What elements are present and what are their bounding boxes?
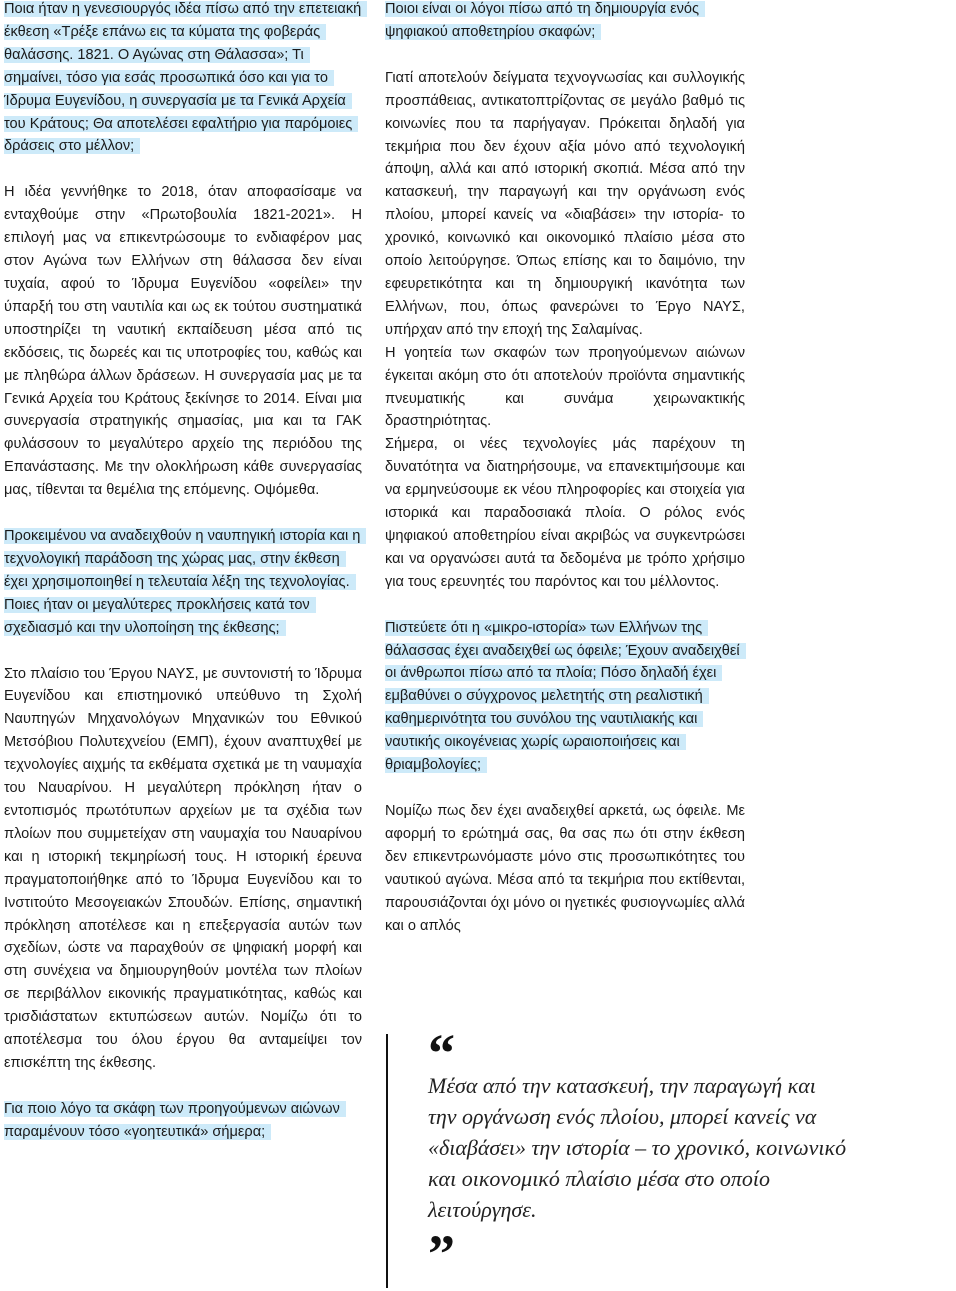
left-column — [4, 0, 362, 1144]
right-column — [385, 0, 745, 937]
pull-quote-text: Μέσα από την κατασκευή, την παραγωγή και την οργάνωση ενός πλοίου, μπορεί κανείς να «διαβάσει» την ιστορία – το χρονικό, κοινωνικό και οικονομικό πλαίσιο μέσα στο οποίο λειτούργησε. — [428, 1073, 847, 1222]
question-highlight: Για ποιο λόγο τα σκάφη των προηγούμενων αιώνων παραμένουν τόσο «γοητευτικά» σήμερα; — [4, 1101, 346, 1140]
interview-question — [4, 525, 362, 640]
pull-quote-rule — [386, 1034, 388, 1288]
question-highlight: Ποια ήταν η γενεσιουργός ιδέα πίσω από την επετειακή έκθεση «Τρέξε επάνω εις τα κύματα της φοβεράς θαλάσσης. 1821. Ο Αγώνας στη Θάλασσα»; Τι σημαίνει, τόσο για εσάς προσωπικά όσο και για το Ίδρυμα Ευγενίδου, η συνεργασία με τα Γενικά Αρχεία του Κράτους; Θα αποτελέσει εφαλτήριο για παρόμοιες δράσεις στο μέλλον; — [4, 1, 367, 154]
interview-question — [4, 0, 362, 158]
interview-answer: Η γοητεία των σκαφών των προηγούμενων αιώνων έγκειται ακόμη στο ότι αποτελούν προϊόντα σημαντικής πνευματικής και συνάμα χειρωνακτικής δραστηριότητας. — [385, 344, 745, 430]
interview-answer: Στο πλαίσιο του Έργου ΝΑΥΣ, με συντονιστή το Ίδρυμα Ευγενίδου και επιστημονικό υπεύθυνο τη Σχολή Ναυπηγών Μηχανολόγων Μηχανικών του Εθνικού Μετσόβιου Πολυτεχνείου (ΕΜΠ), έχουν αναπτυχθεί με τεχνολογίες αιχμής τα εκθέματα σχετικά με τη ναυμαχία του Ναυαρίνου. Η μεγαλύτερη πρόκληση ήταν ο εντοπισμός πρωτότυπων αρχείων με τα σχέδια των πλοίων που συμμετείχαν στη ναυμαχία του Ναυαρίνου και η ιστορική τεκμηρίωσή τους. Η ιστορική έρευνα πραγματοποιήθηκε από το Ίδρυμα Ευγενίδου και το Ινστιτούτο Μεσογειακών Σπουδών. Επίσης, σημαντική πρόκληση αποτέλεσε και η επεξεργασία αυτών των σχεδίων, ώστε να παραχθούν σε ψηφιακή μορφή και στη συνέχεια να δημιουργηθούν μοντέλα των πλοίων σε περιβάλλον εικονικής πραγματικότητας, καθώς και τρισδιάστατων εκτυπώσεων αυτών. Νομίζω ότι το αποτέλεσμα του όλου έργου θα ανταμείψει τον επισκέπτη της έκθεσης. — [4, 665, 362, 1071]
interview-answer: Η ιδέα γεννήθηκε το 2018, όταν αποφασίσαμε να ενταχθούμε στην «Πρωτοβουλία 1821-2021». Η επιλογή μας να επικεντρώσουμε το ενδιαφέρον μας στον Αγώνα των Ελλήνων στη θάλασσα δεν είναι τυχαία, αφού το Ίδρυμα Ευγενίδου «οφείλει» την ύπαρξή του στη ναυτιλία και ως εκ τούτου συστηματικά υποστηρίζει τη ναυτική εκπαίδευση μέσα από τις εκδόσεις, τις δωρεές και τις υποτροφίες του, καθώς και με πληθώρα άλλων δράσεων. Η συνεργασία μας με τα Γενικά Αρχεία του Κράτους ξεκίνησε το 2014. Είναι μια συνεργασία στρατηγικής σημασίας, μια και τα ΓΑΚ φυλάσσουν το μεγαλύτερο αρχείο της περιόδου της Επανάστασης. Με την ολοκλήρωση κάθε συνεργασίας μας, τίθενται τα θεμέλια της επόμενης. Οψόμεθα. — [4, 184, 362, 499]
question-highlight: Προκειμένου να αναδειχθούν η ναυπηγική ιστορία και η τεχνολογική παράδοση της χώρας μας, στην έκθεση έχει χρησιμοποιηθεί η τελευταία λέξη της τεχνολογίας. Ποιες ήταν οι μεγαλύτερες προκλήσεις κατά τον σχεδιασμό και την υλοποίηση της έκθεσης; — [4, 528, 366, 636]
interview-answer: Νομίζω πως δεν έχει αναδειχθεί αρκετά, ως όφειλε. Με αφορμή το ερώτημά σας, θα σας πω ότι στην έκθεση δεν επικεντρωνόμαστε μόνο στις προσωπικότητες του ναυτικού αγώνα. Μέσα από τα τεκμήρια που εκτίθενται, παρουσιάζονται όχι μόνο οι ηγετικές φυσιογνωμίες αλλά και ο απλός — [385, 803, 745, 934]
interview-question — [4, 1098, 362, 1144]
close-quote-mark-icon: ” — [428, 1224, 455, 1284]
question-highlight: Ποιοι είναι οι λόγοι πίσω από τη δημιουργία ενός ψηφιακού αποθετηρίου σκαφών; — [385, 1, 705, 40]
open-quote-mark-icon: “ — [428, 1023, 455, 1083]
interview-question — [385, 0, 745, 44]
interview-question — [385, 617, 745, 777]
interview-answer: Γιατί αποτελούν δείγματα τεχνογνωσίας και συλλογικής προσπάθειας, αντικατοπτρίζοντας σε μεγάλο βαθμό τις κοινωνίες που τα παρήγαγαν. Πρόκειται δηλαδή για τεκμήρια που δεν έχουν αξία μόνο από τεχνολογική άποψη, αλλά και από ιστορική σκοπιά. Μέσα από την κατασκευή, την παραγωγή και την οργάνωση ενός πλοίου, μπορεί κανείς να «διαβάσει» την ιστορία- το χρονικό, κοινωνικό και οικονομικό πλαίσιο μέσα στο οποίο λειτούργησε. Όπως επίσης και το δαιμόνιο, την εφευρετικότητα και τη δημιουργική ικανότητα των Ελλήνων, που, όπως φανερώνει το Έργο ΝΑΥΣ, υπήρχαν από την εποχή της Σαλαμίνας. — [385, 69, 745, 338]
pull-quote-block — [428, 1023, 848, 1284]
interview-answer: Σήμερα, οι νέες τεχνολογίες μάς παρέχουν τη δυνατότητα να διατηρήσουμε, να επανεκτιμήσουμε και να ερμηνεύσουμε εκ νέου πληροφορίες και στοιχεία για ιστορικά και παραδοσιακά πλοία. Ο ρόλος ενός ψηφιακού αποθετηρίου είναι ακριβώς να συγκεντρώσει και να οργανώσει αυτά τα δεδομένα με τρόπο χρήσιμο για τους ερευνητές του παρόντος και του μέλλοντος. — [385, 436, 745, 590]
question-highlight: Πιστεύετε ότι η «μικρο-ιστορία» των Ελλήνων της θάλασσας έχει αναδειχθεί ως όφειλε; Έχουν αναδειχθεί οι άνθρωποι πίσω από τα πλοία; Πόσο δηλαδή έχει εμβαθύνει ο σύγχρονος μελετητής στη ρεαλιστική καθημερινότητα του συνόλου της ναυτιλιακής και ναυτικής οικογένειας χωρίς ωραιοποιήσεις και θριαμβολογίες; — [385, 620, 746, 773]
